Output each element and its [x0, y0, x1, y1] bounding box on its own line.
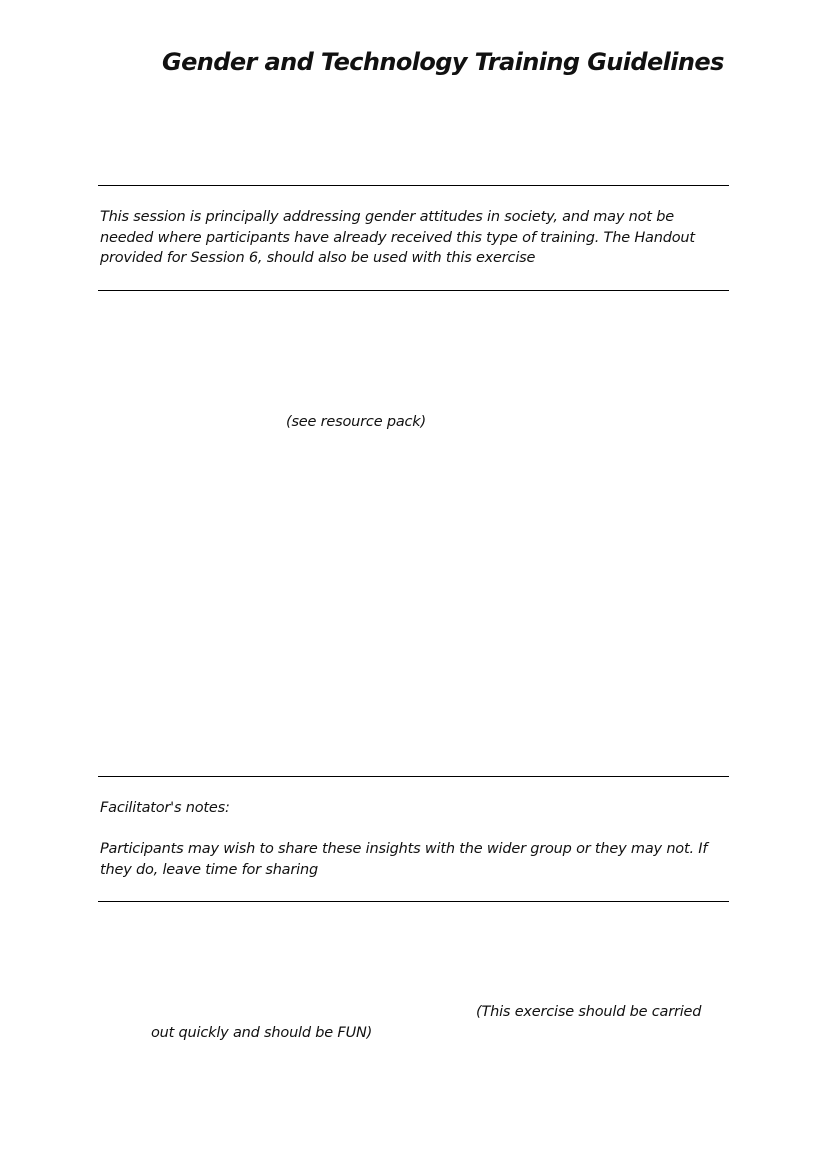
divider-top [98, 185, 729, 186]
closing-note-line-2: out quickly and should be FUN) [151, 1025, 373, 1041]
facilitator-notes-line: Participants may wish to share these insights with the wider group or they may not. If [100, 841, 708, 857]
divider-notes-bottom [98, 901, 729, 902]
intro-note [100, 207, 695, 269]
page-title: Gender and Technology Training Guidelines [162, 48, 724, 76]
facilitator-notes-heading: Facilitator's notes: [100, 800, 230, 816]
facilitator-notes-line: they do, leave time for sharing [100, 861, 318, 878]
facilitator-notes-body [100, 839, 707, 880]
intro-note-line: provided for Session 6, should also be used with this exercise [100, 250, 536, 266]
closing-note-line-1: (This exercise should be carried [476, 1004, 702, 1020]
divider-notes-top [98, 776, 729, 777]
intro-note-line: This session is principally addressing gender attitudes in society, and may not be [100, 209, 674, 225]
resource-note: (see resource pack) [286, 414, 426, 430]
intro-note-line: needed where participants have already received this type of training. The Handout [100, 229, 695, 246]
divider-intro-bottom [98, 290, 729, 291]
